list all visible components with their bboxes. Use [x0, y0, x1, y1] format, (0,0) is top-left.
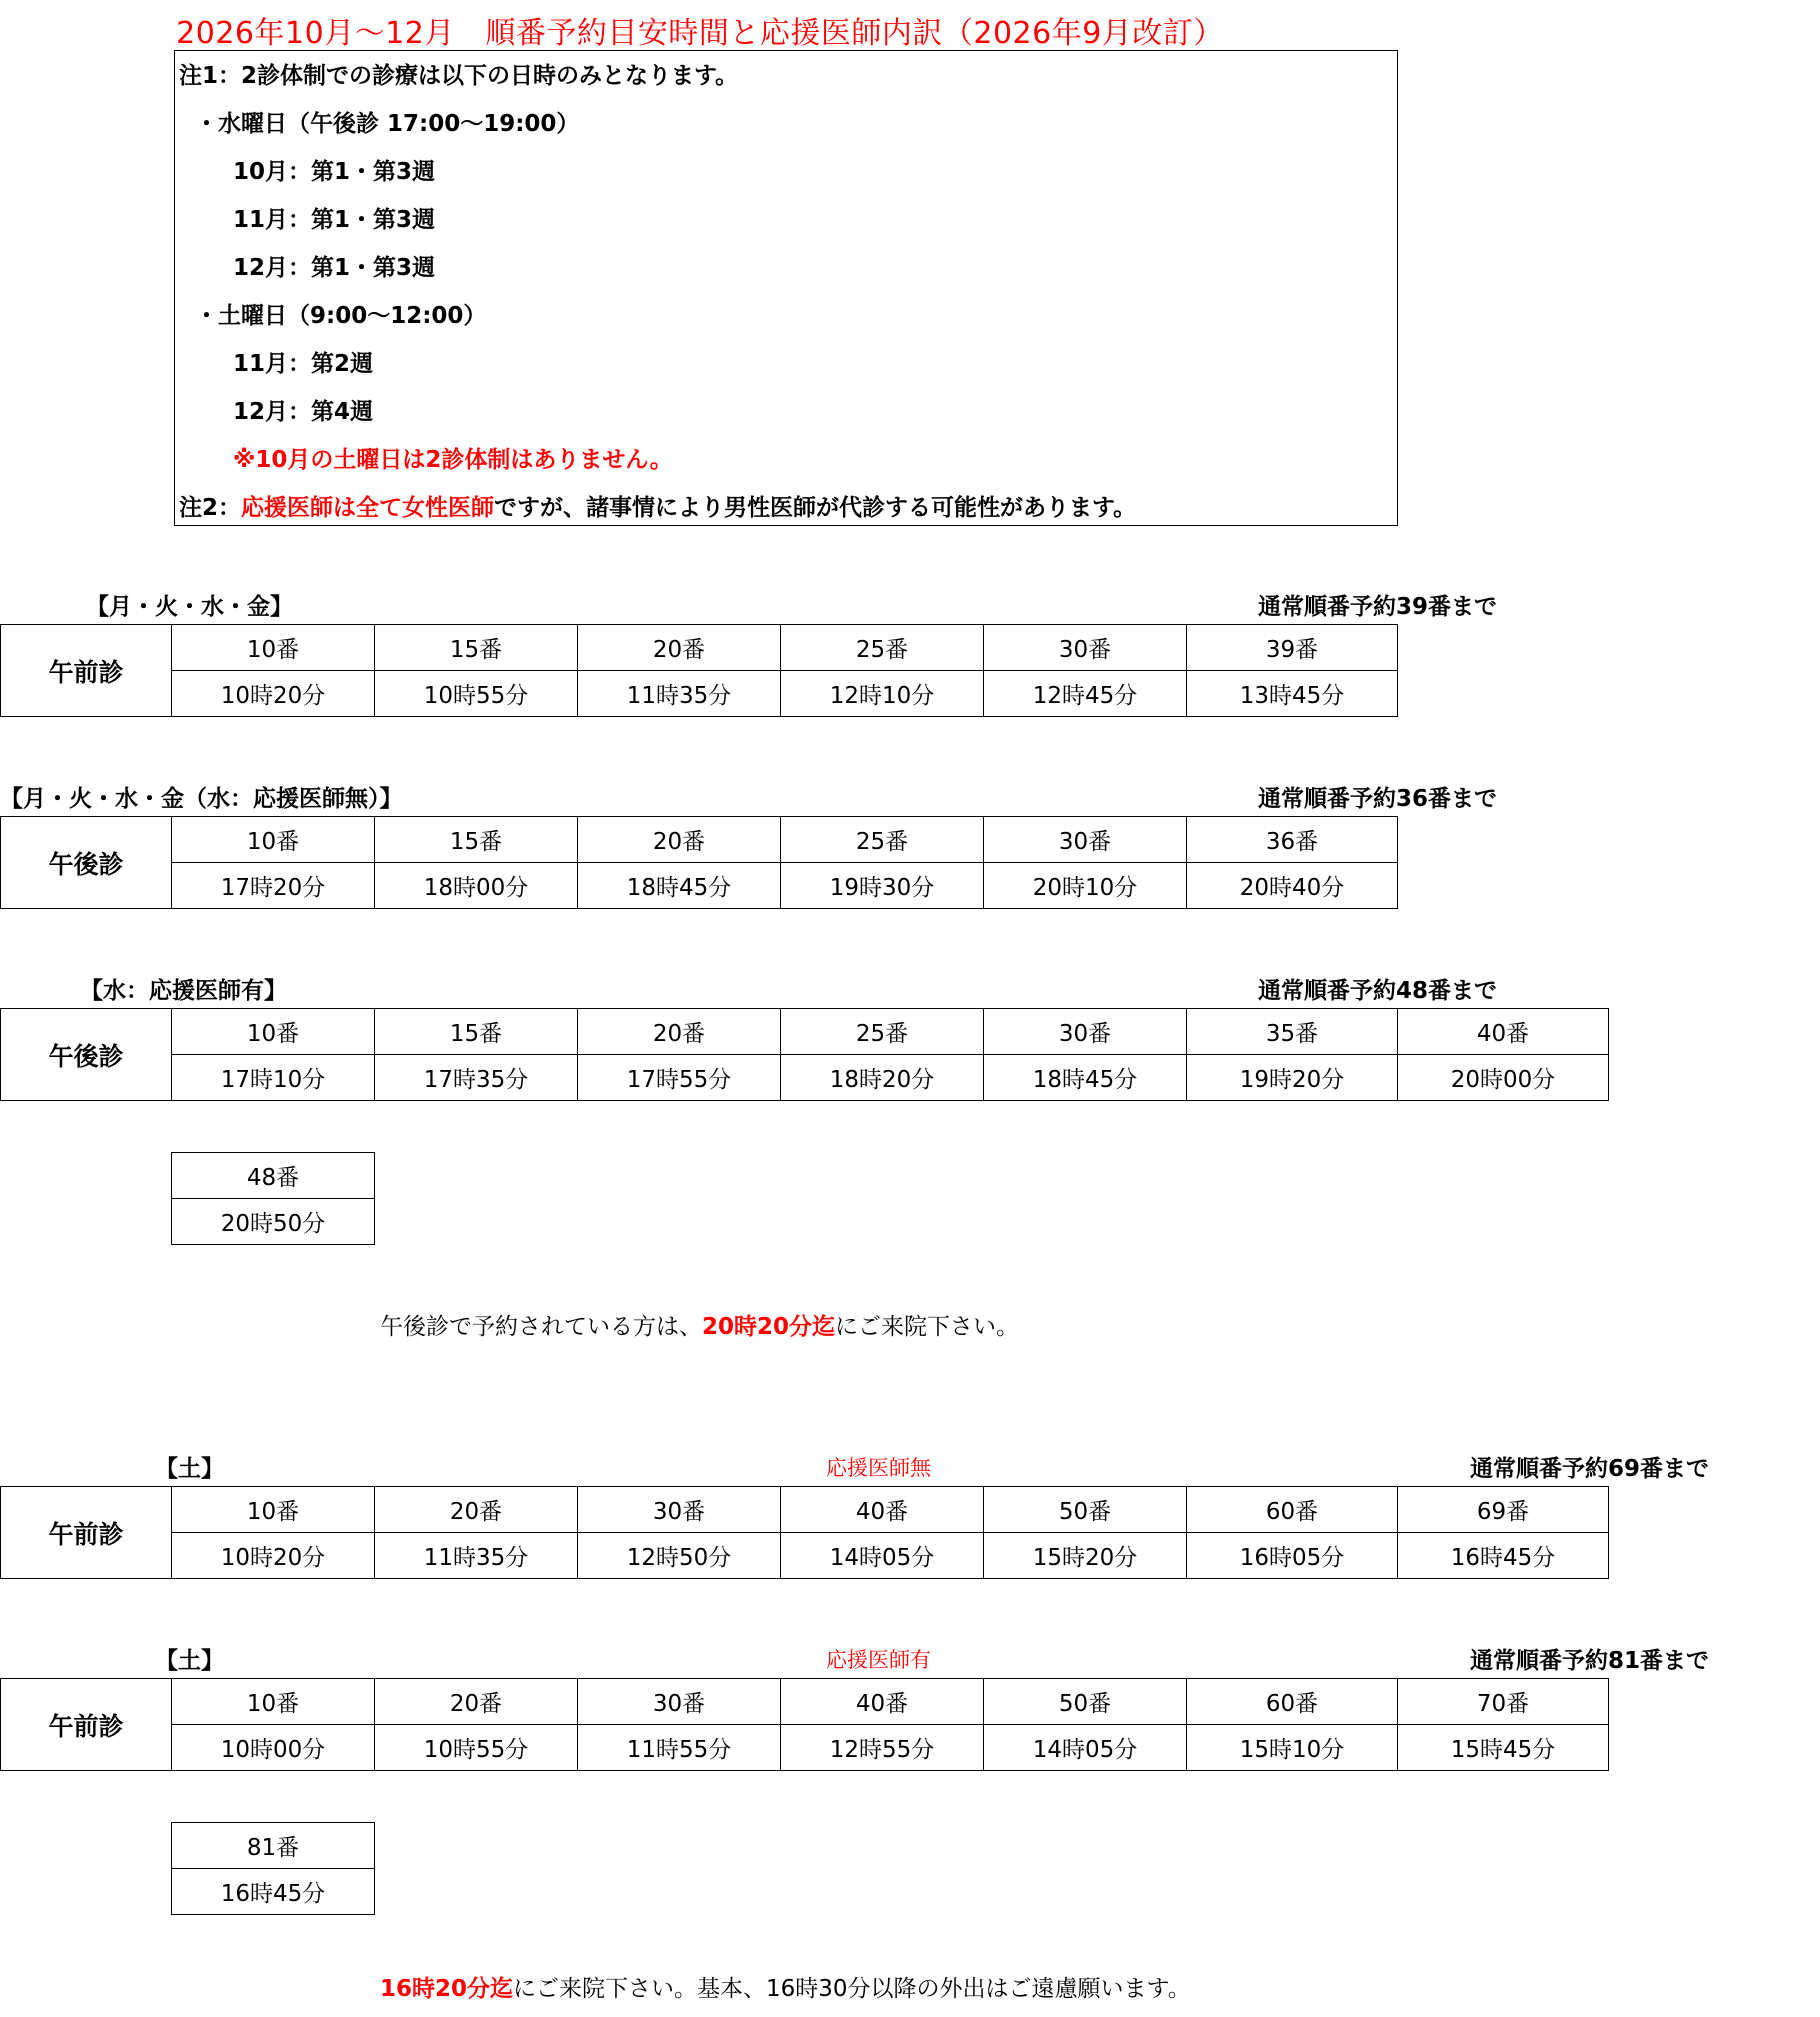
time-cell: 10時00分 — [172, 1725, 375, 1771]
time-cell: 10時20分 — [172, 1533, 375, 1579]
note-wed-dec: 12月：第1・第3週 — [233, 255, 436, 281]
number-cell: 30番 — [984, 625, 1187, 671]
time-cell: 14時05分 — [781, 1533, 984, 1579]
time-cell: 17時55分 — [578, 1055, 781, 1101]
pm-arrival-notice — [380, 1308, 1019, 1341]
note-oct-saturday-warning: ※10月の土曜日は2診体制はありません。 — [233, 447, 673, 473]
number-cell: 39番 — [1187, 625, 1398, 671]
time-cell: 10時55分 — [375, 1725, 578, 1771]
number-cell: 25番 — [781, 625, 984, 671]
table-row — [1, 1487, 1609, 1533]
number-cell: 36番 — [1187, 817, 1398, 863]
number-cell: 50番 — [984, 1679, 1187, 1725]
section-limit-sat-no-support: 通常順番予約69番まで — [1470, 1456, 1710, 1482]
time-cell: 18時20分 — [781, 1055, 984, 1101]
number-cell: 20番 — [375, 1487, 578, 1533]
time-cell: 12時55分 — [781, 1725, 984, 1771]
session-label: 午前診 — [1, 1679, 172, 1771]
number-cell: 60番 — [1187, 1679, 1398, 1725]
number-cell: 20番 — [375, 1679, 578, 1725]
number-cell: 40番 — [1398, 1009, 1609, 1055]
time-cell: 10時55分 — [375, 671, 578, 717]
section-label-sat-support: 【土】 — [155, 1648, 224, 1674]
number-cell: 15番 — [375, 817, 578, 863]
session-label: 午後診 — [1, 1009, 172, 1101]
number-cell: 81番 — [172, 1823, 375, 1869]
time-cell: 10時20分 — [172, 671, 375, 717]
number-cell: 25番 — [781, 817, 984, 863]
time-cell: 18時45分 — [984, 1055, 1187, 1101]
note-2-prefix: 注2： — [179, 495, 242, 521]
table-row — [1, 1533, 1609, 1579]
table-row — [172, 1823, 375, 1869]
number-cell: 40番 — [781, 1487, 984, 1533]
time-cell: 16時45分 — [172, 1869, 375, 1915]
number-cell: 25番 — [781, 1009, 984, 1055]
page-title: 2026年10月～12月 順番予約目安時間と応援医師内訳（2026年9月改訂） — [176, 16, 1224, 51]
table-row — [1, 863, 1398, 909]
section-limit-mon-fri-pm: 通常順番予約36番まで — [1258, 786, 1498, 812]
section-limit-mon-fri-am: 通常順番予約39番まで — [1258, 594, 1498, 620]
time-cell: 20時00分 — [1398, 1055, 1609, 1101]
notes-box — [174, 50, 1398, 526]
table-row — [172, 1153, 375, 1199]
number-cell: 10番 — [172, 817, 375, 863]
table-row — [1, 1725, 1609, 1771]
note-wednesday: ・水曜日（午後診 17:00～19:00） — [195, 111, 580, 137]
schedule-table-wed-pm-support-extra — [171, 1152, 375, 1245]
time-cell: 17時35分 — [375, 1055, 578, 1101]
number-cell: 30番 — [578, 1679, 781, 1725]
number-cell: 10番 — [172, 1487, 375, 1533]
time-cell: 12時45分 — [984, 671, 1187, 717]
schedule-table-sat-support-extra — [171, 1822, 375, 1915]
section-label-mon-fri-pm: 【月・火・水・金（水：応援医師無）】 — [0, 786, 403, 812]
table-row — [1, 1679, 1609, 1725]
number-cell: 30番 — [578, 1487, 781, 1533]
time-cell: 20時50分 — [172, 1199, 375, 1245]
table-row — [1, 1009, 1609, 1055]
time-cell: 14時05分 — [984, 1725, 1187, 1771]
section-label-sat-no-support: 【土】 — [155, 1456, 224, 1482]
table-row — [172, 1869, 375, 1915]
section-label-wed-pm-support: 【水：応援医師有】 — [80, 978, 287, 1004]
table-row — [172, 1199, 375, 1245]
number-cell: 15番 — [375, 625, 578, 671]
number-cell: 70番 — [1398, 1679, 1609, 1725]
time-cell: 12時10分 — [781, 671, 984, 717]
time-cell: 15時20分 — [984, 1533, 1187, 1579]
section-support-status-no: 応援医師無 — [826, 1456, 931, 1480]
note-sat-nov: 11月：第2週 — [233, 351, 374, 377]
number-cell: 50番 — [984, 1487, 1187, 1533]
time-cell: 19時20分 — [1187, 1055, 1398, 1101]
section-support-status-yes: 応援医師有 — [826, 1648, 931, 1672]
time-cell: 18時00分 — [375, 863, 578, 909]
schedule-table-mon-fri-pm — [0, 816, 1398, 909]
note-sat-dec: 12月：第4週 — [233, 399, 374, 425]
schedule-table-sat-support — [0, 1678, 1609, 1771]
number-cell: 69番 — [1398, 1487, 1609, 1533]
pm-arrival-notice-suffix: にご来院下さい。 — [835, 1314, 1020, 1340]
number-cell: 30番 — [984, 1009, 1187, 1055]
pm-arrival-deadline: 20時20分迄 — [702, 1314, 836, 1340]
time-cell: 16時45分 — [1398, 1533, 1609, 1579]
note-wed-nov: 11月：第1・第3週 — [233, 207, 436, 233]
number-cell: 40番 — [781, 1679, 984, 1725]
sat-arrival-notice — [380, 1970, 1191, 2003]
time-cell: 13時45分 — [1187, 671, 1398, 717]
section-limit-sat-support: 通常順番予約81番まで — [1470, 1648, 1710, 1674]
number-cell: 20番 — [578, 817, 781, 863]
time-cell: 11時35分 — [578, 671, 781, 717]
table-row — [1, 671, 1398, 717]
section-label-mon-fri-am: 【月・火・水・金】 — [86, 594, 293, 620]
time-cell: 15時10分 — [1187, 1725, 1398, 1771]
time-cell: 11時35分 — [375, 1533, 578, 1579]
session-label: 午前診 — [1, 1487, 172, 1579]
sat-arrival-deadline: 16時20分迄 — [380, 1976, 514, 2002]
time-cell: 17時10分 — [172, 1055, 375, 1101]
time-cell: 16時05分 — [1187, 1533, 1398, 1579]
time-cell: 17時20分 — [172, 863, 375, 909]
time-cell: 20時10分 — [984, 863, 1187, 909]
number-cell: 48番 — [172, 1153, 375, 1199]
schedule-table-wed-pm-support — [0, 1008, 1609, 1101]
number-cell: 10番 — [172, 1679, 375, 1725]
time-cell: 15時45分 — [1398, 1725, 1609, 1771]
number-cell: 60番 — [1187, 1487, 1398, 1533]
section-limit-wed-pm-support: 通常順番予約48番まで — [1258, 978, 1498, 1004]
number-cell: 30番 — [984, 817, 1187, 863]
schedule-table-sat-no-support — [0, 1486, 1609, 1579]
note-1: 注1：2診体制での診療は以下の日時のみとなります。 — [179, 63, 739, 89]
table-row — [1, 817, 1398, 863]
note-saturday: ・土曜日（9:00～12:00） — [195, 303, 487, 329]
note-2-highlight: 応援医師は全て女性医師 — [241, 495, 495, 521]
time-cell: 12時50分 — [578, 1533, 781, 1579]
number-cell: 10番 — [172, 1009, 375, 1055]
table-row — [1, 625, 1398, 671]
time-cell: 18時45分 — [578, 863, 781, 909]
schedule-table-mon-fri-am — [0, 624, 1398, 717]
number-cell: 20番 — [578, 1009, 781, 1055]
session-label: 午前診 — [1, 625, 172, 717]
number-cell: 15番 — [375, 1009, 578, 1055]
table-row — [1, 1055, 1609, 1101]
time-cell: 11時55分 — [578, 1725, 781, 1771]
note-2 — [179, 489, 1136, 522]
number-cell: 10番 — [172, 625, 375, 671]
note-wed-oct: 10月：第1・第3週 — [233, 159, 436, 185]
pm-arrival-notice-prefix: 午後診で予約されている方は、 — [380, 1314, 702, 1340]
sat-arrival-notice-text: にご来院下さい。基本、16時30分以降の外出はご遠慮願います。 — [513, 1976, 1191, 2002]
number-cell: 35番 — [1187, 1009, 1398, 1055]
session-label: 午後診 — [1, 817, 172, 909]
time-cell: 19時30分 — [781, 863, 984, 909]
time-cell: 20時40分 — [1187, 863, 1398, 909]
number-cell: 20番 — [578, 625, 781, 671]
note-2-suffix: ですが、諸事情により男性医師が代診する可能性があります。 — [494, 495, 1137, 521]
